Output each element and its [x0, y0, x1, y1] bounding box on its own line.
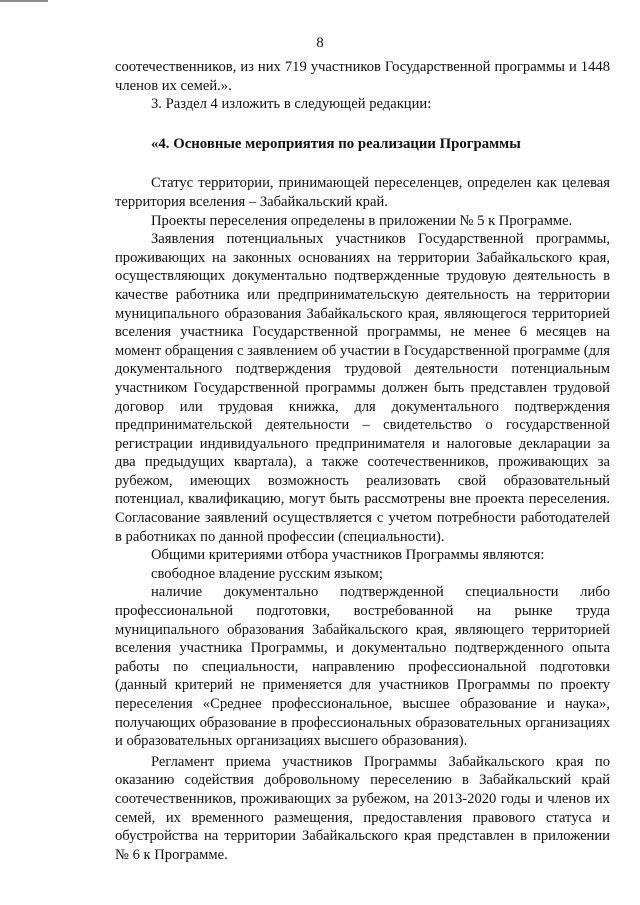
paragraph-resettlement-projects: Проекты переселения определены в приложении № 5 к Программе.: [151, 212, 573, 229]
paragraph-applications: Заявления потенциальных участников Государственной программы, проживающих на законных основаниях на территории Забайкальского края, осуществляющих документально подтвержденные трудовую деятельность в качестве работника или предпринимательскую деятельность на территории муниципального образования Забайкальского края, являющегося территорией вселения участника Государственной программы, не менее 6 месяцев на момент обращения с заявлением об участии в Государственной программе (для документального подтверждения трудовой деятельности потенциальным участником Государственной программы должен быть представлен трудовой договор или трудовая книжка, для документального подтверждения предпринимательской деятельности – свидетельство о государственной регистрации индивидуального предпринимателя и налоговые декларации за два предыдущих квартала), а также соотечественников, проживающих за рубежом, имеющих возможность реализовать свой образовательный потенциал, квалификацию, могут быть рассмотрены вне проекта переселения. Согласование заявлений осуществляется с учетом потребности работодателей в работниках по данной профессии (специальности).: [115, 231, 610, 545]
paragraph-reception-regulations: Регламент приема участников Программы Забайкальского края по оказанию содействия добровольному переселению в Забайкальский край соотечественников, проживающих за рубежом, на 2013-2020 годы и членов их семей, их временного размещения, предоставления правового статуса и обустройства на территории Забайкальского края представлен в приложении № 6 к Программе.: [115, 753, 610, 863]
paragraph-territory-status: Статус территории, принимающей переселенцев, определен как целевая территория вселения – Забайкальский край.: [115, 175, 610, 210]
paragraph-criteria-intro: Общими критериями отбора участников Программы являются:: [151, 547, 545, 564]
section-heading: «4. Основные мероприятия по реализации Программы: [151, 135, 521, 152]
page-number: 8: [316, 35, 324, 51]
document-body: [115, 58, 610, 864]
paragraph-criterion-qualification: наличие документально подтвержденной специальности либо профессиональной подготовки, востребованной на рынке труда муниципального образования Забайкальского края, являющего территорией вселения участника Программы, и документально подтвержденного опыта работы по специальности, направлению профессиональной подготовки (данный критерий не применяется для участников Программы по проекту переселения «Среднее профессиональное, высшее образование и наука», получающих образование в профессиональных образовательных организациях и образовательных организациях высшего образования).: [115, 584, 610, 750]
paragraph-criterion-language: свободное владение русским языком;: [151, 565, 383, 582]
scan-corner-mark: [0, 0, 48, 2]
paragraph-amendment-instruction: 3. Раздел 4 изложить в следующей редакции:: [151, 96, 432, 113]
paragraph-continuation: соотечественников, из них 719 участников Государственной программы и 1448 членов их семей.».: [115, 59, 610, 94]
